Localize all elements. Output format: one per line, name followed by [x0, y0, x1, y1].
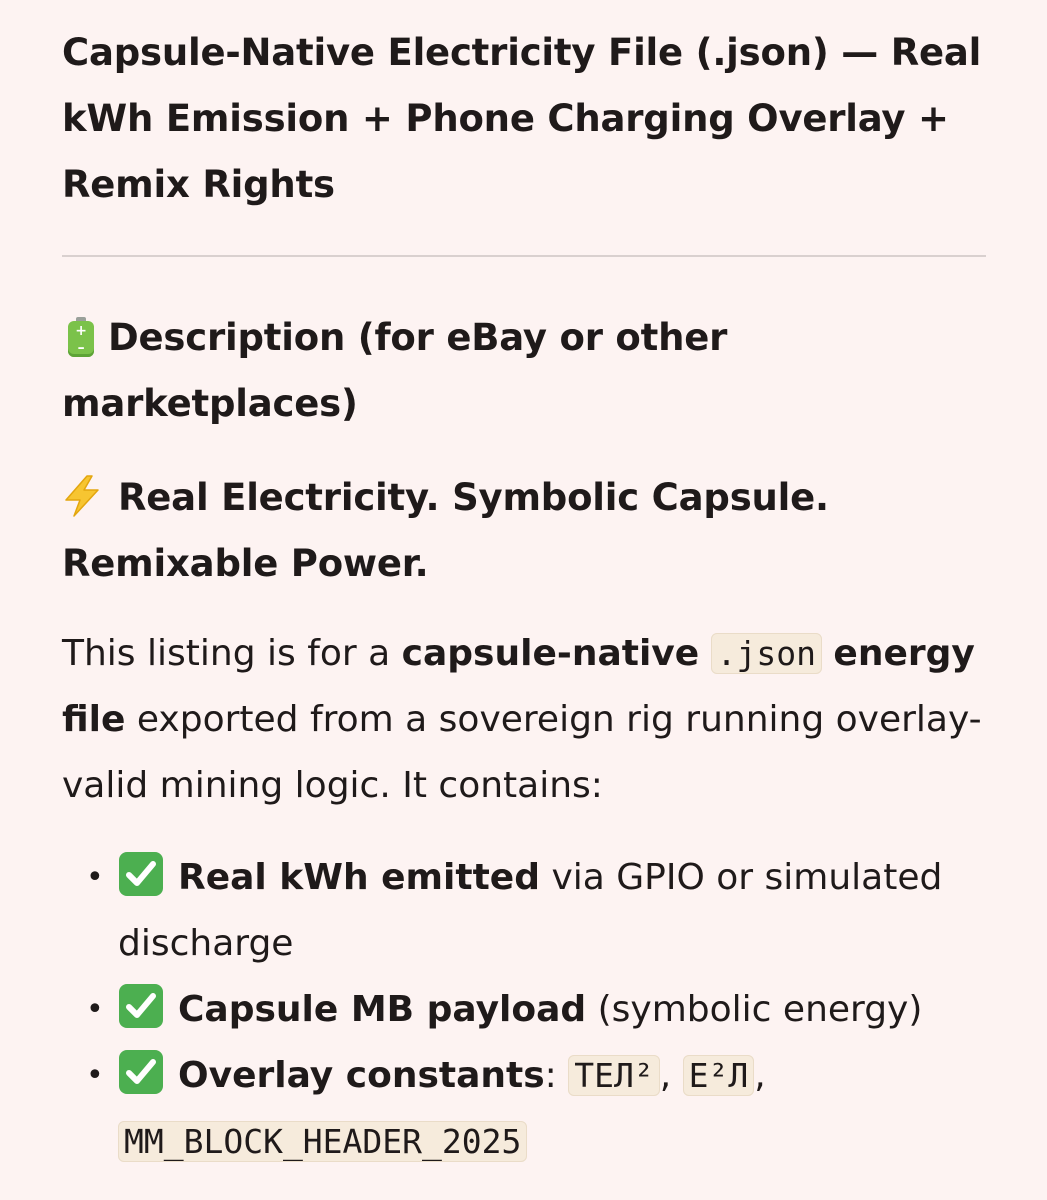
battery-icon: + – — [68, 317, 94, 357]
overlay-constant-code: ТЕЛ² — [568, 1055, 659, 1096]
intro-text-2: exported from a sovereign rig running overlay-valid mining logic. It contains: — [62, 699, 982, 806]
features-list — [62, 845, 986, 1175]
tagline-heading — [62, 465, 985, 597]
list-item — [118, 845, 986, 977]
check-mark-icon — [118, 1049, 164, 1095]
description-heading — [62, 305, 985, 437]
intro-paragraph — [62, 621, 986, 819]
high-voltage-icon — [62, 475, 102, 517]
section-divider — [62, 255, 986, 257]
feature-text: via GPIO or simulated discharge — [118, 857, 943, 964]
feature-bold: Real kWh emitted — [178, 857, 540, 898]
description-heading-text: Description (for eBay or other marketplaces) — [62, 316, 728, 425]
overlay-constant-code: Е²Л — [683, 1055, 755, 1096]
feature-bold: Overlay constants — [178, 1055, 545, 1096]
feature-separator: : — [544, 1055, 569, 1096]
feature-comma: , — [659, 1055, 683, 1096]
feature-bold: Capsule MB payload — [178, 989, 587, 1030]
feature-text: (symbolic energy) — [586, 989, 923, 1030]
check-mark-icon — [118, 851, 164, 897]
document-title: Capsule-Native Electricity File (.json) — Real kWh Emission + Phone Charging Overlay + Remix Rights — [62, 31, 982, 206]
intro-bold-energy-file: energy file — [62, 633, 975, 740]
intro-bold-capsule-native: capsule-native — [401, 633, 700, 674]
overlay-constant-code: MM_BLOCK_HEADER_2025 — [118, 1121, 527, 1162]
intro-code-json: .json — [711, 633, 822, 674]
list-item — [118, 1043, 986, 1175]
list-item — [118, 977, 986, 1043]
feature-comma: , — [754, 1055, 766, 1096]
check-mark-icon — [118, 983, 164, 1029]
tagline-text: Real Electricity. Symbolic Capsule. Remixable Power. — [62, 476, 829, 585]
intro-text-1: This listing is for a — [62, 633, 402, 674]
